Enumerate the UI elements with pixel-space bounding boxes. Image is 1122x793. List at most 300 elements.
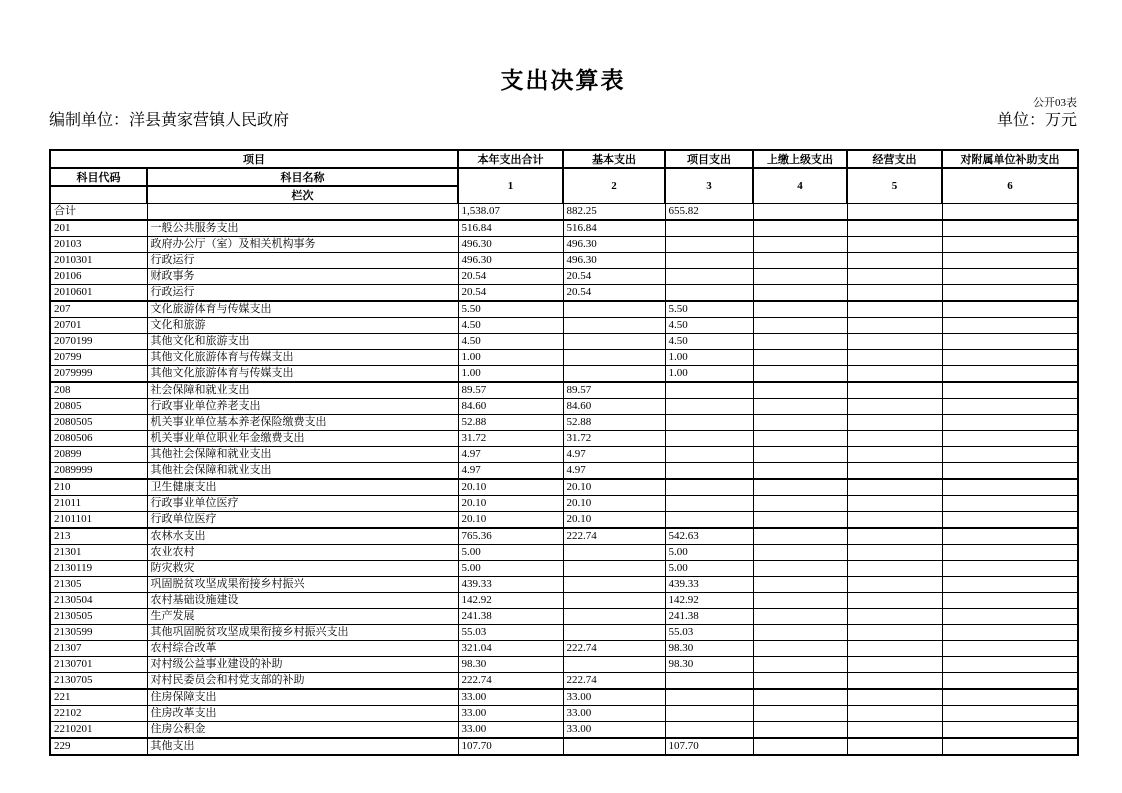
cell-upper <box>753 269 847 285</box>
header-subject-code: 科目代码 <box>50 168 147 186</box>
cell-subsidy <box>942 366 1078 383</box>
cell-total: 765.36 <box>458 528 563 545</box>
cell-subject-name: 财政事务 <box>147 269 458 285</box>
cell-upper <box>753 625 847 641</box>
cell-total: 20.10 <box>458 512 563 529</box>
cell-project <box>665 253 753 269</box>
cell-total: 4.97 <box>458 447 563 463</box>
cell-operating <box>847 577 942 593</box>
cell-upper <box>753 512 847 529</box>
cell-total: 98.30 <box>458 657 563 673</box>
table-row <box>50 318 1078 334</box>
table-row <box>50 382 1078 399</box>
header-col-operating: 经营支出 <box>847 150 942 168</box>
table-row <box>50 577 1078 593</box>
cell-upper <box>753 447 847 463</box>
cell-upper <box>753 528 847 545</box>
table-row <box>50 301 1078 318</box>
table-row <box>50 415 1078 431</box>
table-row <box>50 657 1078 673</box>
cell-subject-name: 农村综合改革 <box>147 641 458 657</box>
cell-subject-name: 住房公积金 <box>147 722 458 739</box>
cell-upper <box>753 689 847 706</box>
doc-number-label: 公开03表 <box>1033 97 1077 109</box>
cell-basic <box>563 593 665 609</box>
cell-operating <box>847 269 942 285</box>
cell-subject-name <box>147 204 458 221</box>
header-col-num-2: 2 <box>563 168 665 204</box>
cell-upper <box>753 253 847 269</box>
cell-project: 439.33 <box>665 577 753 593</box>
cell-subject-code: 2010601 <box>50 285 147 302</box>
cell-operating <box>847 285 942 302</box>
cell-basic: 222.74 <box>563 528 665 545</box>
cell-subject-name: 行政事业单位养老支出 <box>147 399 458 415</box>
cell-subsidy <box>942 479 1078 496</box>
table-row <box>50 545 1078 561</box>
cell-upper <box>753 463 847 480</box>
cell-subject-code: 21305 <box>50 577 147 593</box>
cell-subsidy <box>942 301 1078 318</box>
cell-operating <box>847 301 942 318</box>
cell-subject-name: 住房改革支出 <box>147 706 458 722</box>
cell-subject-name: 防灾救灾 <box>147 561 458 577</box>
cell-total: 20.10 <box>458 479 563 496</box>
cell-operating <box>847 415 942 431</box>
table-row <box>50 689 1078 706</box>
table-row <box>50 722 1078 739</box>
cell-upper <box>753 706 847 722</box>
cell-operating <box>847 512 942 529</box>
cell-subject-name: 其他社会保障和就业支出 <box>147 463 458 480</box>
cell-subsidy <box>942 334 1078 350</box>
cell-basic <box>563 366 665 383</box>
cell-upper <box>753 382 847 399</box>
cell-project: 1.00 <box>665 350 753 366</box>
cell-subject-code: 21307 <box>50 641 147 657</box>
cell-project: 5.00 <box>665 545 753 561</box>
cell-basic: 33.00 <box>563 722 665 739</box>
cell-subsidy <box>942 528 1078 545</box>
cell-operating <box>847 204 942 221</box>
cell-subject-code: 2130119 <box>50 561 147 577</box>
cell-subsidy <box>942 641 1078 657</box>
table-row <box>50 463 1078 480</box>
cell-total: 5.00 <box>458 545 563 561</box>
cell-subject-name: 卫生健康支出 <box>147 479 458 496</box>
cell-subsidy <box>942 447 1078 463</box>
cell-subject-code: 2080505 <box>50 415 147 431</box>
cell-operating <box>847 657 942 673</box>
page-title: 支出决算表 <box>500 68 626 93</box>
cell-project: 142.92 <box>665 593 753 609</box>
cell-project <box>665 463 753 480</box>
header-project: 项目 <box>50 150 458 168</box>
cell-subject-code: 201 <box>50 220 147 237</box>
cell-basic: 516.84 <box>563 220 665 237</box>
cell-upper <box>753 301 847 318</box>
table-row <box>50 625 1078 641</box>
cell-subsidy <box>942 220 1078 237</box>
cell-basic: 84.60 <box>563 399 665 415</box>
cell-subject-name: 对村民委员会和村党支部的补助 <box>147 673 458 690</box>
cell-subject-code: 21011 <box>50 496 147 512</box>
cell-upper <box>753 431 847 447</box>
cell-upper <box>753 496 847 512</box>
cell-total: 5.50 <box>458 301 563 318</box>
header-col-basic: 基本支出 <box>563 150 665 168</box>
cell-project <box>665 237 753 253</box>
cell-subsidy <box>942 350 1078 366</box>
cell-subject-name: 生产发展 <box>147 609 458 625</box>
cell-subject-name: 行政运行 <box>147 253 458 269</box>
cell-total: 496.30 <box>458 237 563 253</box>
cell-total: 1.00 <box>458 366 563 383</box>
cell-subject-code: 2101101 <box>50 512 147 529</box>
table-row <box>50 220 1078 237</box>
cell-basic: 496.30 <box>563 237 665 253</box>
cell-subject-code: 210 <box>50 479 147 496</box>
header-empty-cell <box>50 186 147 204</box>
cell-project <box>665 382 753 399</box>
cell-total: 31.72 <box>458 431 563 447</box>
cell-subsidy <box>942 609 1078 625</box>
cell-subject-code: 合计 <box>50 204 147 221</box>
cell-upper <box>753 220 847 237</box>
expenditure-table <box>49 149 1079 756</box>
cell-operating <box>847 382 942 399</box>
cell-operating <box>847 689 942 706</box>
table-row <box>50 334 1078 350</box>
cell-operating <box>847 673 942 690</box>
cell-subject-code: 21301 <box>50 545 147 561</box>
cell-subject-code: 213 <box>50 528 147 545</box>
header-col-subsidy: 对附属单位补助支出 <box>942 150 1078 168</box>
cell-subsidy <box>942 463 1078 480</box>
cell-basic: 882.25 <box>563 204 665 221</box>
header-lanci: 栏次 <box>147 186 458 204</box>
header-col-num-3: 3 <box>665 168 753 204</box>
cell-project <box>665 415 753 431</box>
cell-operating <box>847 431 942 447</box>
cell-operating <box>847 738 942 755</box>
prepared-by-label: 编制单位：洋县黄家营镇人民政府 <box>49 112 290 129</box>
table-row <box>50 399 1078 415</box>
cell-basic <box>563 625 665 641</box>
cell-total: 222.74 <box>458 673 563 690</box>
cell-upper <box>753 722 847 739</box>
cell-upper <box>753 285 847 302</box>
cell-basic <box>563 350 665 366</box>
table-row <box>50 738 1078 755</box>
header-col-upper: 上缴上级支出 <box>753 150 847 168</box>
cell-upper <box>753 237 847 253</box>
cell-operating <box>847 399 942 415</box>
cell-total: 321.04 <box>458 641 563 657</box>
cell-project <box>665 399 753 415</box>
cell-project <box>665 479 753 496</box>
cell-operating <box>847 447 942 463</box>
table-body <box>50 204 1078 756</box>
cell-upper <box>753 350 847 366</box>
cell-subject-code: 2130705 <box>50 673 147 690</box>
cell-project: 5.00 <box>665 561 753 577</box>
cell-operating <box>847 593 942 609</box>
table-row <box>50 285 1078 302</box>
cell-project <box>665 689 753 706</box>
cell-operating <box>847 318 942 334</box>
cell-subject-name: 行政单位医疗 <box>147 512 458 529</box>
cell-subsidy <box>942 253 1078 269</box>
cell-subject-code: 20899 <box>50 447 147 463</box>
cell-subject-name: 农业农村 <box>147 545 458 561</box>
table-row <box>50 479 1078 496</box>
cell-total: 4.50 <box>458 318 563 334</box>
meta-row <box>49 111 1077 130</box>
cell-subject-name: 其他文化旅游体育与传媒支出 <box>147 350 458 366</box>
cell-project <box>665 512 753 529</box>
cell-upper <box>753 334 847 350</box>
cell-subject-name: 农林水支出 <box>147 528 458 545</box>
table-row <box>50 706 1078 722</box>
cell-basic <box>563 738 665 755</box>
cell-project: 1.00 <box>665 366 753 383</box>
cell-subsidy <box>942 285 1078 302</box>
cell-subsidy <box>942 722 1078 739</box>
cell-subsidy <box>942 496 1078 512</box>
cell-basic <box>563 561 665 577</box>
cell-total: 496.30 <box>458 253 563 269</box>
cell-subject-name: 住房保障支出 <box>147 689 458 706</box>
cell-project: 5.50 <box>665 301 753 318</box>
cell-subject-code: 229 <box>50 738 147 755</box>
cell-project: 98.30 <box>665 641 753 657</box>
header-col-num-6: 6 <box>942 168 1078 204</box>
cell-subject-name: 机关事业单位职业年金缴费支出 <box>147 431 458 447</box>
table-header <box>50 150 1078 204</box>
cell-upper <box>753 204 847 221</box>
cell-subject-code: 20805 <box>50 399 147 415</box>
cell-basic: 33.00 <box>563 689 665 706</box>
cell-subject-code: 2130599 <box>50 625 147 641</box>
cell-basic: 4.97 <box>563 463 665 480</box>
cell-subject-code: 207 <box>50 301 147 318</box>
cell-operating <box>847 641 942 657</box>
cell-subject-name: 农村基础设施建设 <box>147 593 458 609</box>
cell-operating <box>847 722 942 739</box>
cell-basic: 52.88 <box>563 415 665 431</box>
cell-total: 439.33 <box>458 577 563 593</box>
cell-subsidy <box>942 706 1078 722</box>
cell-project <box>665 269 753 285</box>
cell-project <box>665 722 753 739</box>
cell-project <box>665 285 753 302</box>
cell-subject-name: 一般公共服务支出 <box>147 220 458 237</box>
header-subject-name: 科目名称 <box>147 168 458 186</box>
cell-subject-name: 行政事业单位医疗 <box>147 496 458 512</box>
cell-subject-code: 2130701 <box>50 657 147 673</box>
cell-upper <box>753 673 847 690</box>
cell-subsidy <box>942 269 1078 285</box>
cell-operating <box>847 561 942 577</box>
cell-operating <box>847 463 942 480</box>
cell-subsidy <box>942 577 1078 593</box>
cell-basic: 20.10 <box>563 479 665 496</box>
cell-subject-code: 20103 <box>50 237 147 253</box>
cell-subject-name: 机关事业单位基本养老保险缴费支出 <box>147 415 458 431</box>
cell-subject-name: 其他文化和旅游支出 <box>147 334 458 350</box>
cell-basic: 4.97 <box>563 447 665 463</box>
header-row-1 <box>50 150 1078 168</box>
cell-basic <box>563 318 665 334</box>
table-row <box>50 641 1078 657</box>
cell-total: 142.92 <box>458 593 563 609</box>
cell-subsidy <box>942 237 1078 253</box>
cell-total: 516.84 <box>458 220 563 237</box>
cell-basic: 20.54 <box>563 269 665 285</box>
cell-total: 4.50 <box>458 334 563 350</box>
cell-subject-name: 社会保障和就业支出 <box>147 382 458 399</box>
cell-project <box>665 447 753 463</box>
cell-total: 241.38 <box>458 609 563 625</box>
table-row <box>50 528 1078 545</box>
cell-basic <box>563 577 665 593</box>
cell-subsidy <box>942 673 1078 690</box>
table-row <box>50 609 1078 625</box>
cell-subsidy <box>942 689 1078 706</box>
table-row <box>50 593 1078 609</box>
cell-subsidy <box>942 399 1078 415</box>
cell-subject-code: 20799 <box>50 350 147 366</box>
cell-total: 4.97 <box>458 463 563 480</box>
cell-subsidy <box>942 318 1078 334</box>
cell-basic: 89.57 <box>563 382 665 399</box>
cell-subsidy <box>942 431 1078 447</box>
cell-operating <box>847 496 942 512</box>
cell-operating <box>847 334 942 350</box>
cell-project: 4.50 <box>665 318 753 334</box>
cell-subject-code: 20701 <box>50 318 147 334</box>
cell-project: 241.38 <box>665 609 753 625</box>
cell-upper <box>753 577 847 593</box>
cell-subsidy <box>942 657 1078 673</box>
cell-subsidy <box>942 415 1078 431</box>
cell-subject-name: 对村级公益事业建设的补助 <box>147 657 458 673</box>
cell-subsidy <box>942 738 1078 755</box>
cell-operating <box>847 625 942 641</box>
cell-operating <box>847 545 942 561</box>
cell-subject-name: 文化和旅游 <box>147 318 458 334</box>
cell-basic: 222.74 <box>563 641 665 657</box>
header-row-2 <box>50 168 1078 186</box>
cell-project: 542.63 <box>665 528 753 545</box>
table-row <box>50 204 1078 221</box>
cell-subject-code: 2130504 <box>50 593 147 609</box>
cell-total: 20.54 <box>458 269 563 285</box>
cell-basic: 33.00 <box>563 706 665 722</box>
cell-subject-name: 其他巩固脱贫攻坚成果衔接乡村振兴支出 <box>147 625 458 641</box>
cell-subject-name: 其他社会保障和就业支出 <box>147 447 458 463</box>
cell-project <box>665 496 753 512</box>
cell-upper <box>753 318 847 334</box>
cell-operating <box>847 479 942 496</box>
cell-subject-code: 2010301 <box>50 253 147 269</box>
cell-upper <box>753 561 847 577</box>
header-col-total: 本年支出合计 <box>458 150 563 168</box>
header-col-num-4: 4 <box>753 168 847 204</box>
cell-basic <box>563 301 665 318</box>
cell-project: 655.82 <box>665 204 753 221</box>
cell-basic <box>563 609 665 625</box>
cell-subsidy <box>942 561 1078 577</box>
cell-total: 33.00 <box>458 706 563 722</box>
cell-subsidy <box>942 512 1078 529</box>
table-row <box>50 673 1078 690</box>
cell-upper <box>753 641 847 657</box>
cell-subject-code: 2070199 <box>50 334 147 350</box>
cell-project <box>665 220 753 237</box>
table-row <box>50 447 1078 463</box>
cell-upper <box>753 415 847 431</box>
header-col-num-5: 5 <box>847 168 942 204</box>
cell-subject-code: 2130505 <box>50 609 147 625</box>
cell-basic: 20.10 <box>563 512 665 529</box>
cell-basic <box>563 334 665 350</box>
table-row <box>50 366 1078 383</box>
table-row <box>50 512 1078 529</box>
cell-upper <box>753 657 847 673</box>
cell-operating <box>847 237 942 253</box>
cell-subject-name: 其他文化旅游体育与传媒支出 <box>147 366 458 383</box>
cell-operating <box>847 350 942 366</box>
cell-subject-code: 2080506 <box>50 431 147 447</box>
cell-project: 107.70 <box>665 738 753 755</box>
cell-subsidy <box>942 204 1078 221</box>
cell-project: 4.50 <box>665 334 753 350</box>
table-row <box>50 253 1078 269</box>
cell-subject-code: 2079999 <box>50 366 147 383</box>
cell-subsidy <box>942 625 1078 641</box>
header-col-num-1: 1 <box>458 168 563 204</box>
cell-project: 98.30 <box>665 657 753 673</box>
cell-total: 5.00 <box>458 561 563 577</box>
cell-basic: 31.72 <box>563 431 665 447</box>
cell-subject-name: 文化旅游体育与传媒支出 <box>147 301 458 318</box>
cell-subject-name: 巩固脱贫攻坚成果衔接乡村振兴 <box>147 577 458 593</box>
cell-subject-code: 2210201 <box>50 722 147 739</box>
cell-basic <box>563 545 665 561</box>
cell-subject-code: 208 <box>50 382 147 399</box>
cell-upper <box>753 366 847 383</box>
table-row <box>50 496 1078 512</box>
cell-total: 33.00 <box>458 689 563 706</box>
cell-upper <box>753 545 847 561</box>
cell-subject-code: 2089999 <box>50 463 147 480</box>
cell-project <box>665 431 753 447</box>
cell-total: 84.60 <box>458 399 563 415</box>
cell-operating <box>847 220 942 237</box>
cell-operating <box>847 366 942 383</box>
cell-subsidy <box>942 545 1078 561</box>
cell-total: 20.54 <box>458 285 563 302</box>
cell-operating <box>847 609 942 625</box>
cell-total: 52.88 <box>458 415 563 431</box>
cell-basic: 222.74 <box>563 673 665 690</box>
unit-label: 单位：万元 <box>996 112 1077 129</box>
cell-total: 89.57 <box>458 382 563 399</box>
cell-operating <box>847 253 942 269</box>
cell-subsidy <box>942 382 1078 399</box>
